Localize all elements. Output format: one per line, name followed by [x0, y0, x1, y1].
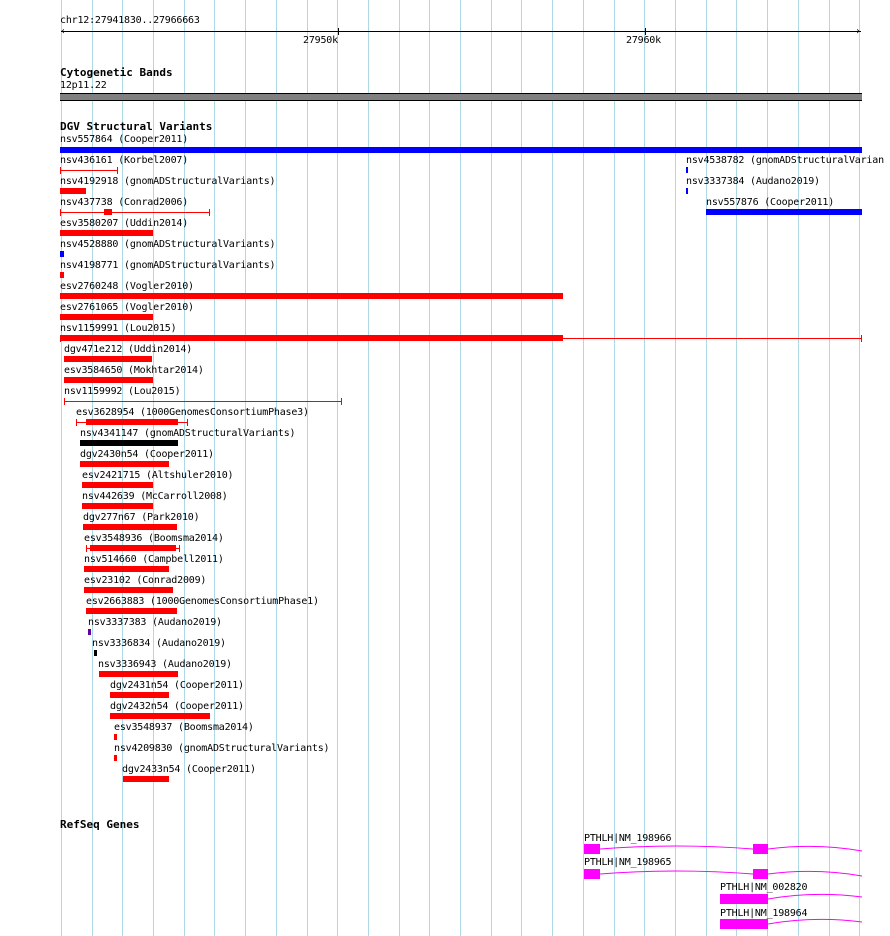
- dgv-feature-bar[interactable]: [686, 188, 688, 194]
- dgv-feature-endcap: [209, 209, 210, 216]
- dgv-feature-label[interactable]: esv3548936 (Boomsma2014): [84, 533, 224, 544]
- dgv-feature-bar[interactable]: [86, 419, 178, 425]
- dgv-feature-endcap: [187, 419, 188, 426]
- dgv-feature-bar[interactable]: [60, 335, 563, 341]
- cytoband-label: 12p11.22: [60, 80, 107, 91]
- dgv-feature-bar[interactable]: [99, 671, 178, 677]
- refseq-exon[interactable]: [720, 894, 768, 904]
- dgv-feature-span[interactable]: [64, 401, 342, 402]
- grid-line: [399, 0, 400, 936]
- dgv-feature-bar[interactable]: [80, 440, 178, 446]
- dgv-feature-bar[interactable]: [82, 503, 153, 509]
- dgv-feature-label[interactable]: nsv1159992 (Lou2015): [64, 386, 181, 397]
- dgv-feature-label[interactable]: esv23102 (Conrad2009): [84, 575, 207, 586]
- grid-line: [429, 0, 430, 936]
- dgv-feature-bar[interactable]: [104, 209, 112, 215]
- grid-line: [706, 0, 707, 936]
- dgv-feature-span[interactable]: [60, 170, 118, 171]
- refseq-exon[interactable]: [753, 869, 768, 879]
- dgv-feature-label[interactable]: nsv4198771 (gnomADStructuralVariants): [60, 260, 276, 271]
- cytoband-bar[interactable]: [60, 93, 862, 101]
- grid-line: [552, 0, 553, 936]
- dgv-feature-bar[interactable]: [60, 188, 86, 194]
- dgv-feature-bar[interactable]: [82, 482, 153, 488]
- grid-line: [307, 0, 308, 936]
- grid-line: [521, 0, 522, 936]
- dgv-feature-label[interactable]: nsv557876 (Cooper2011): [706, 197, 835, 208]
- grid-line: [829, 0, 830, 936]
- grid-line: [245, 0, 246, 936]
- dgv-feature-span[interactable]: [60, 212, 210, 213]
- dgv-feature-bar[interactable]: [80, 461, 169, 467]
- cytogenetic-track-title: Cytogenetic Bands: [60, 66, 173, 79]
- dgv-feature-endcap: [117, 167, 118, 174]
- dgv-feature-label[interactable]: esv3584650 (Mokhtar2014): [64, 365, 204, 376]
- grid-line: [276, 0, 277, 936]
- dgv-feature-endcap: [60, 209, 61, 216]
- dgv-feature-label[interactable]: nsv4192918 (gnomADStructuralVariants): [60, 176, 276, 187]
- dgv-feature-label[interactable]: esv2760248 (Vogler2010): [60, 281, 194, 292]
- dgv-feature-bar[interactable]: [686, 167, 688, 173]
- ruler-tick-label-27950k: 27950k: [303, 35, 338, 46]
- dgv-feature-bar[interactable]: [60, 293, 563, 299]
- dgv-feature-bar[interactable]: [83, 524, 177, 530]
- grid-line: [583, 0, 584, 936]
- dgv-feature-label[interactable]: dgv2432n54 (Cooper2011): [110, 701, 244, 712]
- refseq-track-title: RefSeq Genes: [60, 818, 140, 831]
- dgv-feature-bar[interactable]: [110, 713, 210, 719]
- dgv-feature-label[interactable]: nsv514660 (Campbell2011): [84, 554, 224, 565]
- dgv-feature-bar[interactable]: [110, 692, 169, 698]
- ruler-axis: [61, 31, 861, 32]
- dgv-feature-label[interactable]: nsv442639 (McCarroll2008): [82, 491, 228, 502]
- dgv-feature-label[interactable]: nsv3336943 (Audano2019): [98, 659, 232, 670]
- grid-line: [368, 0, 369, 936]
- dgv-feature-bar[interactable]: [114, 734, 117, 740]
- dgv-feature-label[interactable]: nsv1159991 (Lou2015): [60, 323, 177, 334]
- dgv-feature-label[interactable]: nsv4341147 (gnomADStructuralVariants): [80, 428, 296, 439]
- dgv-feature-bar[interactable]: [114, 755, 117, 761]
- ruler-right-arrow: ›: [855, 26, 861, 37]
- grid-line: [337, 0, 338, 936]
- dgv-feature-endcap: [179, 545, 180, 552]
- dgv-feature-label[interactable]: esv3548937 (Boomsma2014): [114, 722, 254, 733]
- dgv-feature-endcap: [341, 398, 342, 405]
- grid-line: [460, 0, 461, 936]
- refseq-exon[interactable]: [720, 919, 768, 929]
- dgv-feature-bar[interactable]: [64, 377, 153, 383]
- dgv-feature-label[interactable]: nsv4538782 (gnomADStructuralVarian: [686, 155, 884, 166]
- grid-line: [644, 0, 645, 936]
- dgv-feature-bar[interactable]: [60, 147, 862, 153]
- dgv-feature-bar[interactable]: [706, 209, 862, 215]
- dgv-feature-label[interactable]: dgv471e212 (Uddin2014): [64, 344, 193, 355]
- ruler-tick: [338, 28, 339, 35]
- dgv-feature-endcap: [60, 167, 61, 174]
- refseq-transcript-label[interactable]: PTHLH|NM_198966: [584, 833, 672, 844]
- dgv-feature-endcap: [76, 419, 77, 426]
- ruler-location: chr12:27941830..27966663: [60, 15, 200, 26]
- dgv-feature-endcap: [86, 545, 87, 552]
- dgv-feature-bar[interactable]: [123, 776, 169, 782]
- dgv-feature-bar[interactable]: [64, 356, 152, 362]
- dgv-feature-label[interactable]: nsv436161 (Korbel2007): [60, 155, 189, 166]
- dgv-feature-label[interactable]: esv2421715 (Altshuler2010): [82, 470, 234, 481]
- grid-line: [614, 0, 615, 936]
- ruler-tick: [645, 28, 646, 35]
- dgv-feature-label[interactable]: dgv277n67 (Park2010): [83, 512, 200, 523]
- dgv-feature-label[interactable]: esv3580207 (Uddin2014): [60, 218, 189, 229]
- dgv-feature-endcap: [861, 335, 862, 342]
- dgv-feature-bar[interactable]: [94, 650, 97, 656]
- dgv-feature-endcap: [64, 398, 65, 405]
- refseq-exon[interactable]: [753, 844, 768, 854]
- dgv-feature-label[interactable]: nsv557864 (Cooper2011): [60, 134, 189, 145]
- dgv-feature-label[interactable]: nsv3337384 (Audano2019): [686, 176, 820, 187]
- grid-line: [767, 0, 768, 936]
- grid-line: [736, 0, 737, 936]
- dgv-feature-bar[interactable]: [88, 629, 91, 635]
- ruler-left-arrow: ‹: [60, 26, 66, 37]
- refseq-transcript-label[interactable]: PTHLH|NM_198964: [720, 908, 808, 919]
- dgv-feature-bar[interactable]: [60, 251, 64, 257]
- dgv-feature-bar[interactable]: [60, 314, 153, 320]
- grid-line: [214, 0, 215, 936]
- dgv-feature-bar[interactable]: [86, 608, 177, 614]
- dgv-feature-bar[interactable]: [60, 230, 153, 236]
- refseq-exon[interactable]: [584, 869, 600, 879]
- dgv-feature-bar[interactable]: [90, 545, 176, 551]
- grid-line: [491, 0, 492, 936]
- grid-line: [675, 0, 676, 936]
- refseq-transcript-label[interactable]: PTHLH|NM_002820: [720, 882, 808, 893]
- grid-line: [859, 0, 860, 936]
- dgv-feature-label[interactable]: esv2761065 (Vogler2010): [60, 302, 194, 313]
- dgv-feature-label[interactable]: dgv2431n54 (Cooper2011): [110, 680, 244, 691]
- dgv-track-title: DGV Structural Variants: [60, 120, 213, 133]
- dgv-feature-label[interactable]: dgv2433n54 (Cooper2011): [122, 764, 256, 775]
- dgv-feature-bar[interactable]: [60, 272, 64, 278]
- ruler-tick-label-27960k: 27960k: [626, 35, 661, 46]
- refseq-exon[interactable]: [584, 844, 600, 854]
- dgv-feature-label[interactable]: nsv4209830 (gnomADStructuralVariants): [114, 743, 330, 754]
- dgv-feature-bar[interactable]: [84, 566, 169, 572]
- refseq-transcript-label[interactable]: PTHLH|NM_198965: [584, 857, 672, 868]
- dgv-feature-label[interactable]: nsv437738 (Conrad2006): [60, 197, 189, 208]
- dgv-feature-label[interactable]: nsv4528880 (gnomADStructuralVariants): [60, 239, 276, 250]
- dgv-feature-label[interactable]: nsv3337383 (Audano2019): [88, 617, 222, 628]
- dgv-feature-label[interactable]: nsv3336834 (Audano2019): [92, 638, 226, 649]
- dgv-feature-bar[interactable]: [84, 587, 173, 593]
- dgv-feature-label[interactable]: esv3628954 (1000GenomesConsortiumPhase3): [76, 407, 309, 418]
- dgv-feature-label[interactable]: esv2663883 (1000GenomesConsortiumPhase1): [86, 596, 319, 607]
- grid-line: [798, 0, 799, 936]
- dgv-feature-label[interactable]: dgv2430n54 (Cooper2011): [80, 449, 214, 460]
